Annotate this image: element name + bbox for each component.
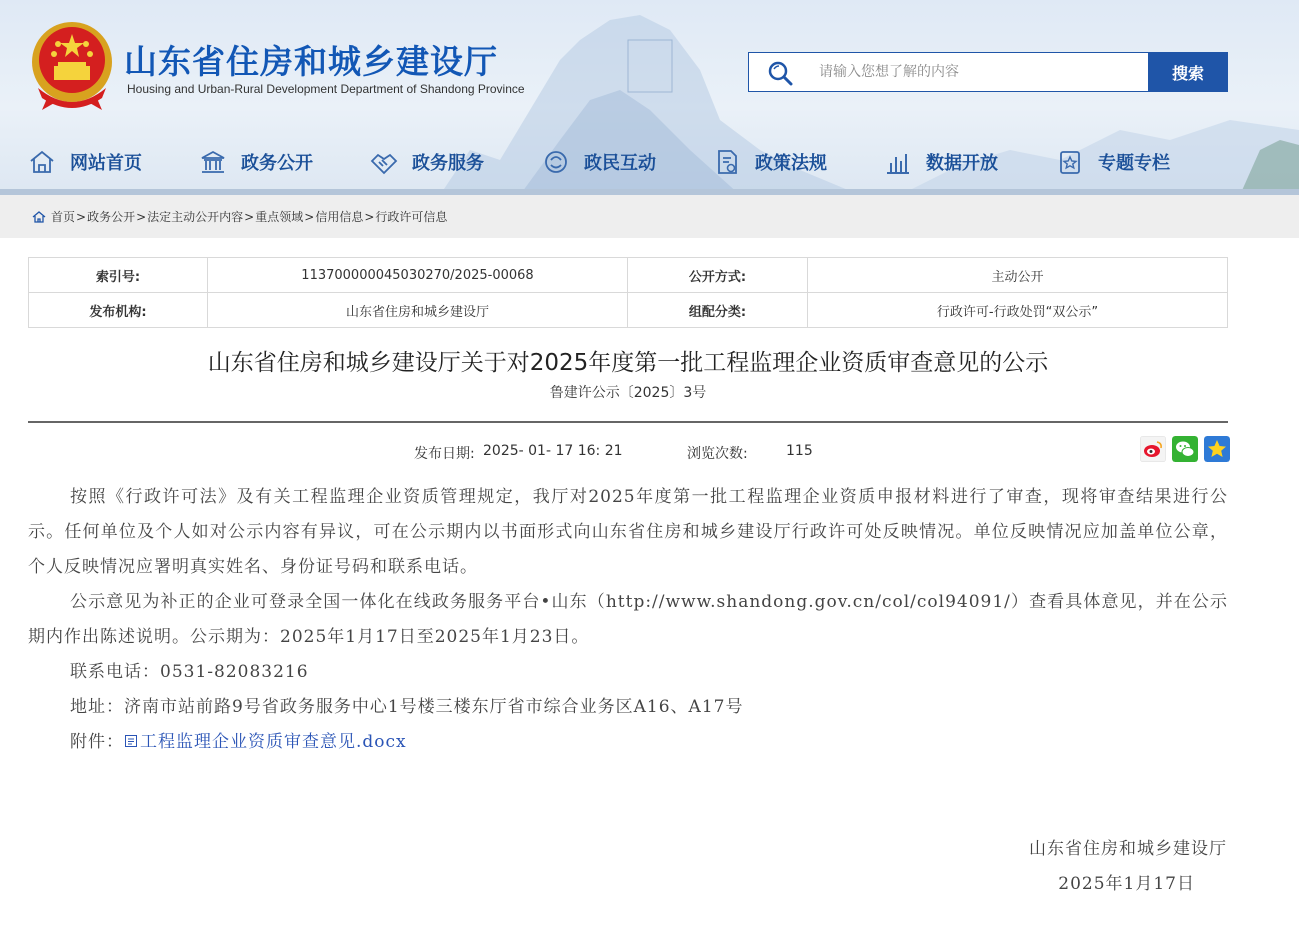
wechat-icon[interactable] xyxy=(1172,436,1198,462)
breadcrumb-bar xyxy=(0,195,1299,238)
policy-document-icon xyxy=(713,148,741,176)
index-value: 113700000045030270/2025-00068 xyxy=(208,258,628,293)
special-topic-icon xyxy=(1056,148,1084,176)
nav-label-special-topics: 专题专栏 xyxy=(1098,153,1170,174)
favorite-star-icon[interactable] xyxy=(1204,436,1230,462)
search-input[interactable] xyxy=(819,53,1139,91)
category-label: 组配分类: xyxy=(628,293,808,328)
nav-item-special-topics[interactable] xyxy=(1056,136,1170,188)
doc-file-icon xyxy=(124,734,138,748)
weibo-icon[interactable] xyxy=(1140,436,1166,462)
nav-label-open-data: 数据开放 xyxy=(926,153,998,174)
nav-label-gov-affairs: 政务公开 xyxy=(241,153,313,174)
article-body xyxy=(28,480,1228,760)
share-buttons xyxy=(1140,436,1230,462)
nav-label-services: 政务服务 xyxy=(412,153,484,174)
interaction-icon xyxy=(542,148,570,176)
views-count: 115 xyxy=(786,443,813,459)
nav-item-home[interactable] xyxy=(28,136,142,188)
breadcrumb-link-home[interactable]: 首页 xyxy=(51,210,76,224)
publish-date: 2025- 01- 17 16: 21 xyxy=(483,443,623,459)
signature-date: 2025年1月17日 xyxy=(1058,874,1195,894)
site-header xyxy=(0,0,1299,195)
views-label: 浏览次数: xyxy=(687,446,748,462)
nav-label-home: 网站首页 xyxy=(70,153,142,174)
site-title: 山东省住房和城乡建设厅 xyxy=(124,42,498,81)
nav-item-services[interactable] xyxy=(370,136,484,188)
government-building-icon xyxy=(199,148,227,176)
breadcrumb-separator: > xyxy=(364,209,375,224)
article-paragraph: 按照《行政许可法》及有关工程监理企业资质管理规定，我厅对2025年度第一批工程监理企业资质申报材料进行了审查，现将审查结果进行公示。任何单位及个人如对公示内容有异议，可在公示期内以书面形式向山东省住房和城乡建设厅行政许可处反映情况。单位反映情况应加盖单位公章，个人反映情况应署明真实姓名、身份证号码和联系电话。 xyxy=(28,487,1228,577)
bar-chart-icon xyxy=(884,148,912,176)
meta-row xyxy=(29,258,1228,293)
nav-item-gov-affairs[interactable] xyxy=(199,136,313,188)
breadcrumb-separator: > xyxy=(244,209,255,224)
index-label: 索引号: xyxy=(29,258,208,293)
contact-phone: 联系电话：0531-82083216 xyxy=(70,662,309,682)
article-paragraph: 公示意见为补正的企业可登录全国一体化在线政务服务平台•山东（http://www.shandong.gov.cn/col/col94091/）查看具体意见，并在公示期内作出陈述说明。公示期为：2025年1月17日至2025年1月23日。 xyxy=(28,592,1228,647)
search-box xyxy=(748,52,1228,92)
search-icon[interactable] xyxy=(767,60,793,86)
nav-item-policy[interactable] xyxy=(713,136,827,188)
nav-label-policy: 政策法规 xyxy=(755,153,827,174)
breadcrumb-separator: > xyxy=(304,209,315,224)
category-value: 行政许可-行政处罚“双公示” xyxy=(808,293,1228,328)
main-nav xyxy=(0,136,1299,188)
breadcrumb-link-credit[interactable]: 信用信息 xyxy=(315,210,364,224)
attachment-line xyxy=(28,725,1228,760)
title-divider xyxy=(28,421,1228,423)
site-subtitle: Housing and Urban-Rural Development Department of Shandong Province xyxy=(127,82,525,96)
home-icon xyxy=(28,148,56,176)
document-meta-table xyxy=(28,257,1228,328)
breadcrumb-link-licensing[interactable]: 行政许可信息 xyxy=(375,210,448,224)
nav-item-open-data[interactable] xyxy=(884,136,998,188)
attachment-label: 附件： xyxy=(70,732,124,752)
handshake-icon xyxy=(370,148,398,176)
attachment-link[interactable]: 工程监理企业资质审查意见.docx xyxy=(140,732,407,752)
contact-address: 地址：济南市站前路9号省政务服务中心1号楼三楼东厅省市综合业务区A16、A17号 xyxy=(70,697,744,717)
publisher-label: 发布机构: xyxy=(29,293,208,328)
publish-date-label: 发布日期: xyxy=(414,446,475,462)
disclosure-label: 公开方式: xyxy=(628,258,808,293)
breadcrumb-link-key-areas[interactable]: 重点领域 xyxy=(255,210,304,224)
breadcrumb-link-statutory[interactable]: 法定主动公开内容 xyxy=(147,210,244,224)
search-button[interactable]: 搜索 xyxy=(1148,52,1228,92)
document-number: 鲁建许公示〔2025〕3号 xyxy=(549,385,707,401)
breadcrumb-link-gov-affairs[interactable]: 政务公开 xyxy=(87,210,136,224)
home-icon xyxy=(32,210,46,224)
breadcrumb xyxy=(32,208,447,225)
nav-label-interaction: 政民互动 xyxy=(584,153,656,174)
breadcrumb-separator: > xyxy=(76,209,87,224)
signature-organization: 山东省住房和城乡建设厅 xyxy=(1029,839,1227,859)
disclosure-value: 主动公开 xyxy=(808,258,1228,293)
nav-item-interaction[interactable] xyxy=(542,136,656,188)
document-title: 山东省住房和城乡建设厅关于对2025年度第一批工程监理企业资质审查意见的公示 xyxy=(207,350,1049,376)
breadcrumb-separator: > xyxy=(136,209,147,224)
meta-row xyxy=(29,293,1228,328)
national-emblem-logo xyxy=(28,18,116,112)
publisher-value: 山东省住房和城乡建设厅 xyxy=(208,293,628,328)
